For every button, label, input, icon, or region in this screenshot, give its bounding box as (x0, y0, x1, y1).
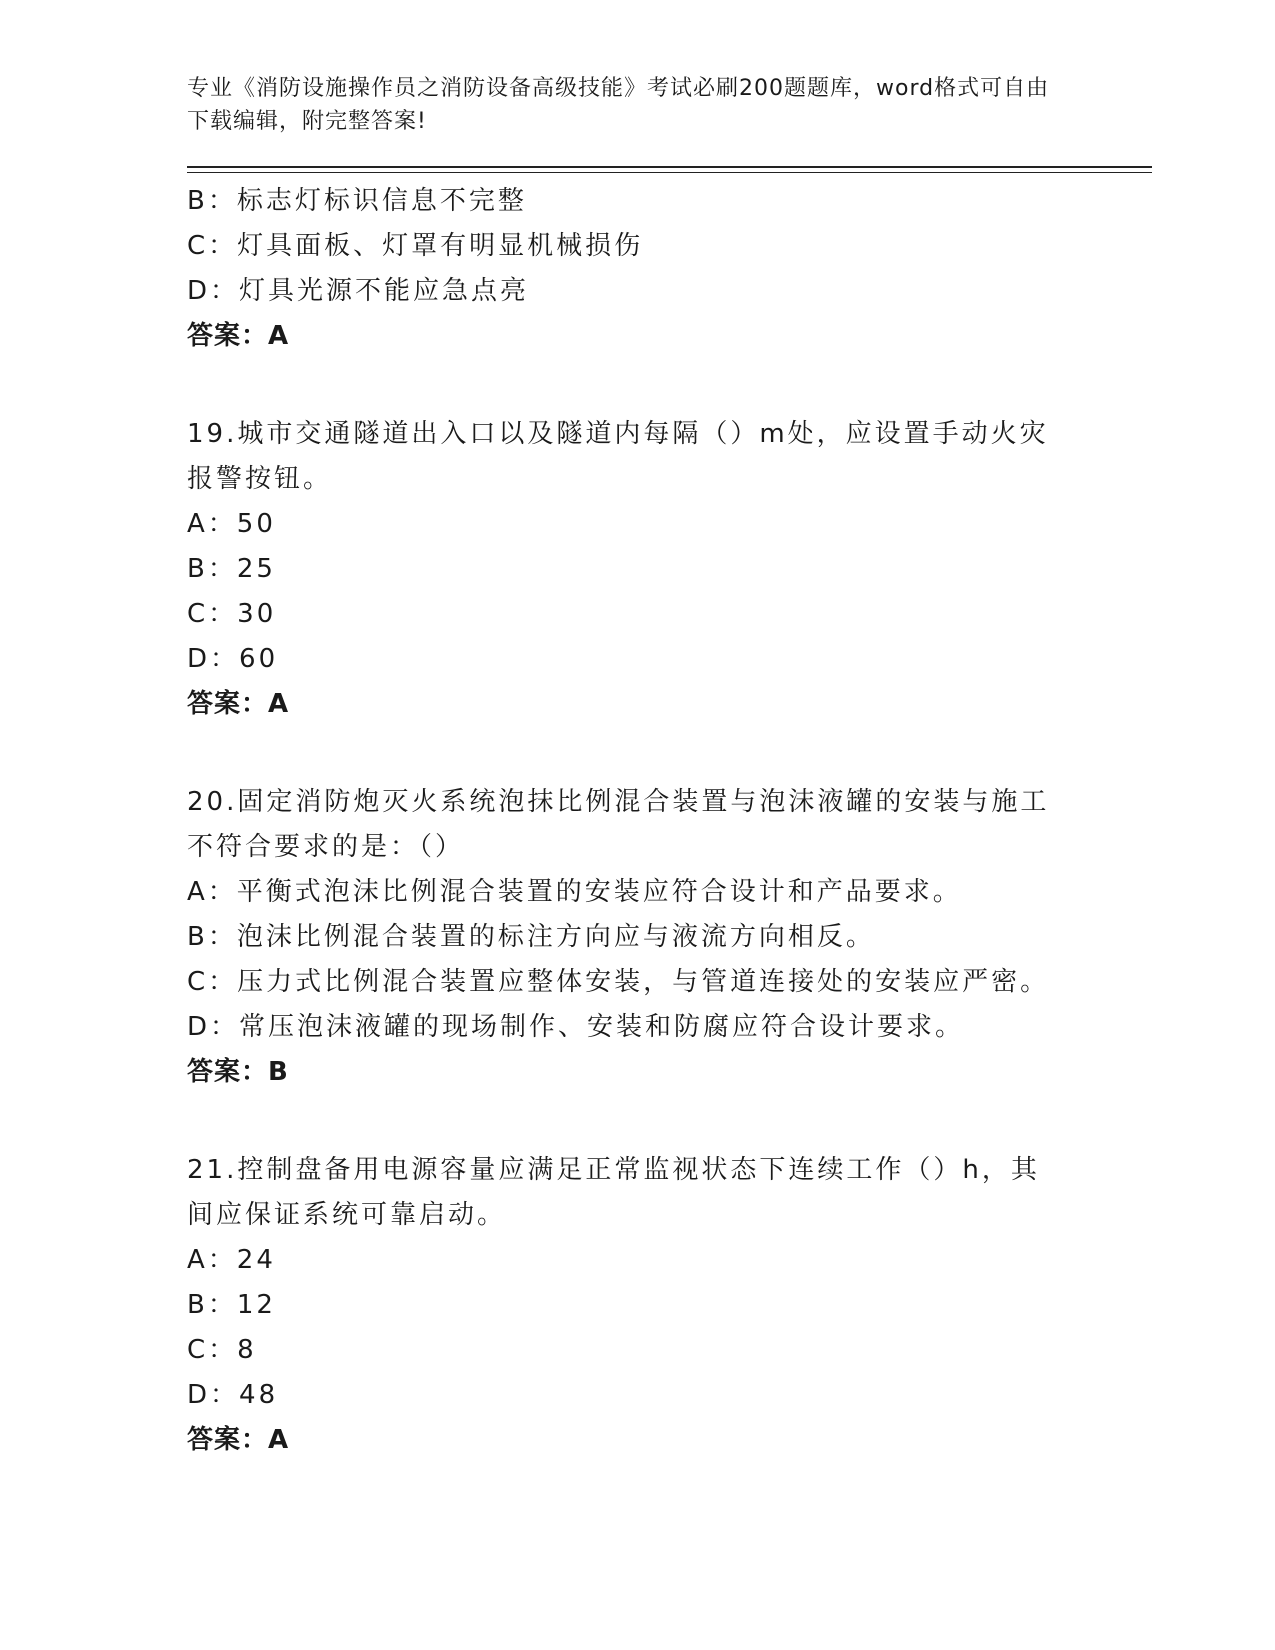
question-stem: 19.城市交通隧道出入口以及隧道内每隔（）m处，应设置手动火灾报警按钮。 (187, 419, 1049, 494)
document-page (187, 72, 1152, 1463)
option-d: D：48 (187, 1380, 279, 1410)
option-c: C：压力式比例混合装置应整体安装，与管道连接处的安装应严密。 (187, 967, 1050, 997)
answer-line: 答案：A (187, 689, 290, 719)
option-a: A：平衡式泡沫比例混合装置的安装应符合设计和产品要求。 (187, 877, 962, 907)
question-stem: 21.控制盘备用电源容量应满足正常监视状态下连续工作（）h，其间应保证系统可靠启动。 (187, 1155, 1040, 1230)
option-a: A：24 (187, 1245, 276, 1275)
question-list (187, 179, 1152, 1463)
answer-line: 答案：A (187, 1425, 290, 1455)
option-b: B：12 (187, 1290, 276, 1320)
option-d: D：灯具光源不能应急点亮 (187, 276, 530, 306)
option-d: D：常压泡沫液罐的现场制作、安装和防腐应符合设计要求。 (187, 1012, 965, 1042)
answer-line: 答案：A (187, 321, 290, 351)
question-21 (187, 1148, 1152, 1463)
question-18-tail (187, 179, 1152, 359)
question-20 (187, 780, 1152, 1095)
answer-line: 答案：B (187, 1057, 289, 1087)
option-c: C：灯具面板、灯罩有明显机械损伤 (187, 231, 644, 261)
option-c: C：8 (187, 1335, 257, 1365)
question-stem: 20.固定消防炮灭火系统泡抹比例混合装置与泡沫液罐的安装与施工不符合要求的是：（） (187, 787, 1050, 862)
option-b: B：25 (187, 554, 276, 584)
question-19 (187, 412, 1152, 727)
option-b: B：泡沫比例混合装置的标注方向应与液流方向相反。 (187, 922, 875, 952)
option-b: B：标志灯标识信息不完整 (187, 186, 527, 216)
option-a: A：50 (187, 509, 276, 539)
page-header-text: 专业《消防设施操作员之消防设备高级技能》考试必刷200题题库，word格式可自由下载编辑，附完整答案! (187, 76, 1050, 134)
header-divider (187, 166, 1152, 173)
option-d: D：60 (187, 644, 279, 674)
option-c: C：30 (187, 599, 277, 629)
